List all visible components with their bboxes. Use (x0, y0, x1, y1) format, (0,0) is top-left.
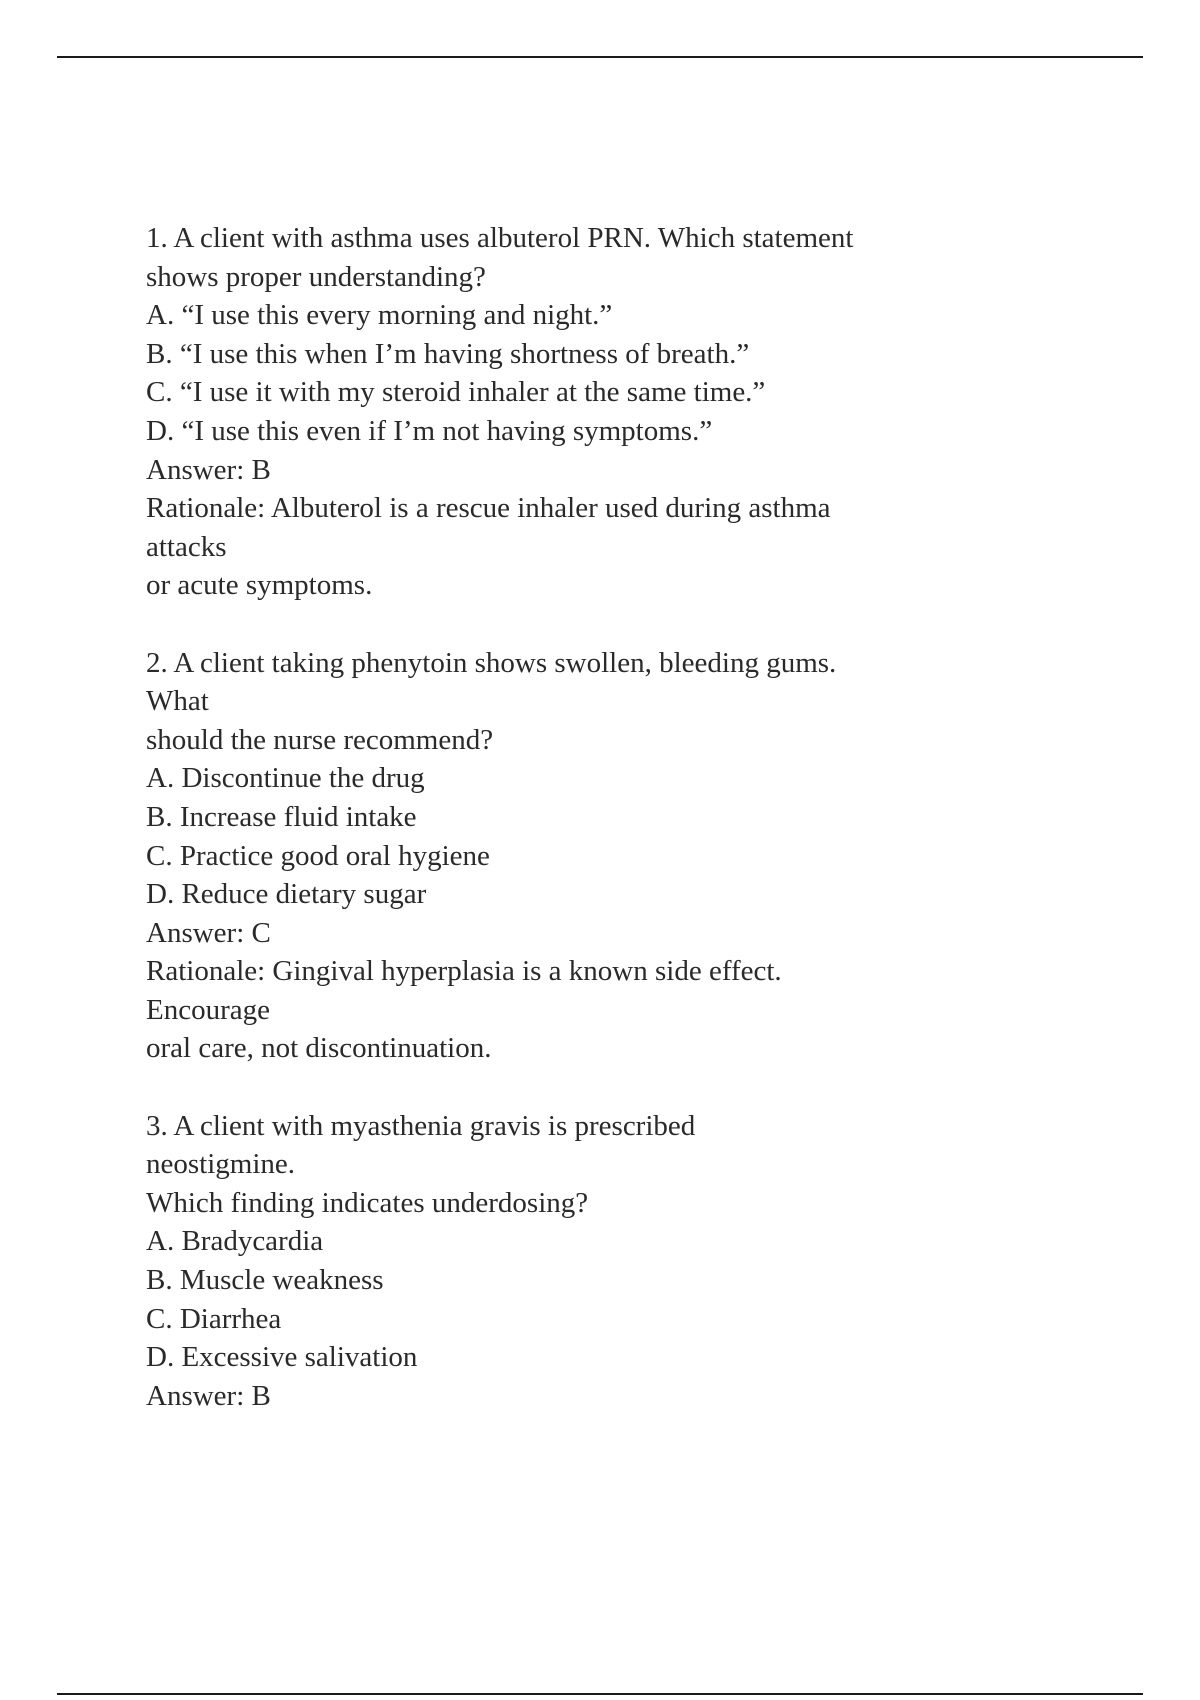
footer-rule (57, 1693, 1143, 1695)
question-2-option-c: C. Practice good oral hygiene (146, 839, 490, 872)
question-1-option-d: D. “I use this even if I’m not having symptoms.” (146, 414, 713, 447)
question-2-stem-line-1: 2. A client taking phenytoin shows swollen, bleeding gums. (146, 646, 837, 679)
question-2-stem-line-2: What (146, 685, 209, 718)
question-2-option-b: B. Increase fluid intake (146, 800, 417, 833)
question-1-answer: Answer: B (146, 453, 271, 486)
question-2 (146, 644, 1106, 1069)
question-1-option-b: B. “I use this when I’m having shortness of breath.” (146, 337, 750, 370)
question-3-answer: Answer: B (146, 1379, 271, 1412)
question-2-stem-line-3: should the nurse recommend? (146, 723, 494, 756)
question-1-stem-line-1: 1. A client with asthma uses albuterol PRN. Which statement (146, 222, 854, 254)
question-1-rationale-line-2: attacks (146, 530, 227, 563)
question-2-rationale-line-3: oral care, not discontinuation. (146, 1032, 492, 1065)
header-rule (57, 56, 1143, 58)
question-3-option-a: A. Bradycardia (146, 1225, 324, 1258)
question-3-option-d: D. Excessive salivation (146, 1341, 418, 1374)
question-1 (146, 219, 1106, 605)
question-2-rationale-line-1: Rationale: Gingival hyperplasia is a known side effect. (146, 955, 782, 988)
question-2-option-a: A. Discontinue the drug (146, 762, 425, 795)
question-3 (146, 1107, 1106, 1416)
question-2-rationale-line-2: Encourage (146, 993, 270, 1026)
question-1-option-c: C. “I use it with my steroid inhaler at the same time.” (146, 376, 766, 409)
question-1-option-a: A. “I use this every morning and night.” (146, 299, 613, 332)
question-3-stem-line-1: 3. A client with myasthenia gravis is prescribed (146, 1109, 696, 1142)
question-2-option-d: D. Reduce dietary sugar (146, 878, 427, 911)
spacer (146, 605, 1106, 644)
question-1-rationale-line-1: Rationale: Albuterol is a rescue inhaler used during asthma (146, 492, 831, 525)
question-1-stem-line-2: shows proper understanding? (146, 260, 486, 293)
question-2-answer: Answer: C (146, 916, 271, 949)
question-3-option-b: B. Muscle weakness (146, 1264, 384, 1297)
document-body (146, 219, 1106, 1415)
question-3-option-c: C. Diarrhea (146, 1302, 282, 1335)
question-1-rationale-line-3: or acute symptoms. (146, 569, 373, 602)
spacer (146, 1068, 1106, 1107)
question-3-stem-line-2: neostigmine. (146, 1148, 296, 1181)
question-3-stem-line-3: Which finding indicates underdosing? (146, 1186, 589, 1219)
